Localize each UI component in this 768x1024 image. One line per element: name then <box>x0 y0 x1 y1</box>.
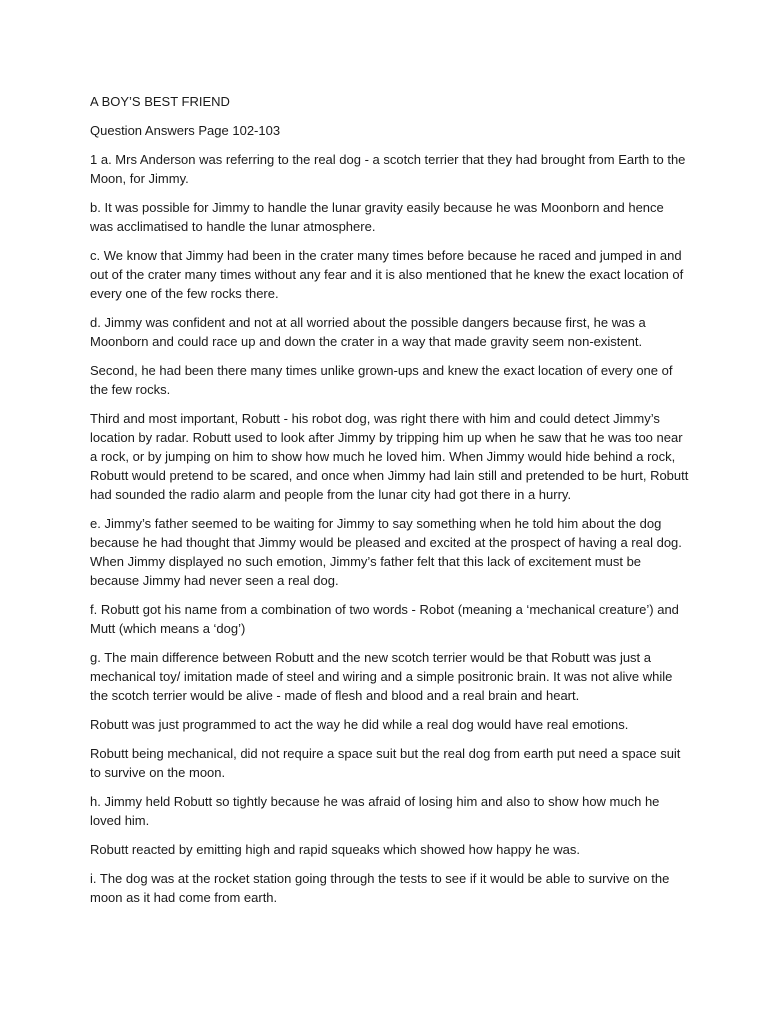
paragraph-1d-third: Third and most important, Robutt - his robot dog, was right there with him and could detect Jimmy’s location by radar. Robutt used to look after Jimmy by tripping him up when he saw that he was too near a rock, or by jumping on him to show how much he loved him. When Jimmy would hide behind a rock, Robutt would pretend to be scared, and once when Jimmy had lain still and pretended to be hurt, Robutt had sounded the radio alarm and people from the lunar city had got there in a hurry. <box>90 411 689 502</box>
document-subtitle: Question Answers Page 102-103 <box>90 123 281 138</box>
paragraph-1g-emotions: Robutt was just programmed to act the way he did while a real dog would have real emotions. <box>90 717 629 732</box>
paragraph-1c: c. We know that Jimmy had been in the crater many times before because he raced and jumped in and out of the crater many times without any fear and it is also mentioned that he knew the exact location of every one of the few rocks there. <box>90 248 684 301</box>
paragraph-1g-space-suit: Robutt being mechanical, did not require a space suit but the real dog from earth put need a space suit to survive on the moon. <box>90 746 681 780</box>
paragraph-1d-second: Second, he had been there many times unlike grown-ups and knew the exact location of every one of the few rocks. <box>90 363 673 397</box>
document-title: A BOY’S BEST FRIEND <box>90 94 230 109</box>
paragraph-1b: b. It was possible for Jimmy to handle the lunar gravity easily because he was Moonborn and hence was acclimatised to handle the lunar atmosphere. <box>90 200 664 234</box>
paragraph-1f: f. Robutt got his name from a combination of two words - Robot (meaning a ‘mechanical creature’) and Mutt (which means a ‘dog’) <box>90 602 679 636</box>
paragraph-1h-reaction: Robutt reacted by emitting high and rapid squeaks which showed how happy he was. <box>90 842 580 857</box>
document-page <box>90 92 690 917</box>
paragraph-1d: d. Jimmy was confident and not at all worried about the possible dangers because first, he was a Moonborn and could race up and down the crater in a way that made gravity seem non-existent. <box>90 315 646 349</box>
paragraph-1i: i. The dog was at the rocket station going through the tests to see if it would be able to survive on the moon as it had come from earth. <box>90 871 670 905</box>
paragraph-1h: h. Jimmy held Robutt so tightly because he was afraid of losing him and also to show how much he loved him. <box>90 794 660 828</box>
paragraph-1g: g. The main difference between Robutt and the new scotch terrier would be that Robutt was just a mechanical toy/ imitation made of steel and wiring and a simple positronic brain. It was not alive while the scotch terrier would be alive - made of flesh and blood and a real brain and heart. <box>90 650 673 703</box>
paragraph-1a: 1 a. Mrs Anderson was referring to the real dog - a scotch terrier that they had brought from Earth to the Moon, for Jimmy. <box>90 152 686 186</box>
paragraph-1e: e. Jimmy’s father seemed to be waiting for Jimmy to say something when he told him about the dog because he had thought that Jimmy would be pleased and excited at the prospect of having a real dog. When Jimmy displayed no such emotion, Jimmy’s father felt that this lack of excitement must be because Jimmy had never seen a real dog. <box>90 516 682 588</box>
